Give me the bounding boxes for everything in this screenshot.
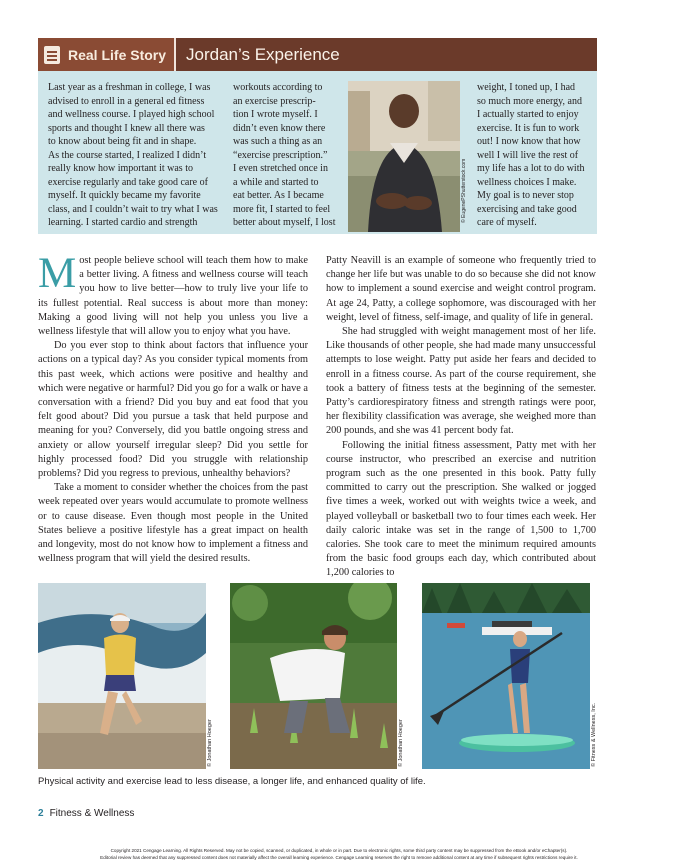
- notebook-icon: [44, 46, 60, 64]
- photo-credit: © EugenePShutterstock.com: [461, 158, 467, 223]
- story-title: Jordan’s Experience: [186, 44, 340, 64]
- copyright-line: Copyright 2021 Cengage Learning. All Rights Reserved. May not be copied, scanned, or duplicated, in whole or in part. Due to electronic rights, some third party content may be suppressed from the eBook and/or eChapter(s).: [110, 848, 568, 853]
- figure-caption: Physical activity and exercise lead to less disease, a longer life, and enhanced quality of life.: [38, 776, 426, 787]
- drop-cap: M: [38, 250, 77, 297]
- paragraph: [38, 250, 308, 339]
- story-tag: [38, 38, 176, 71]
- story-body: [38, 71, 597, 234]
- main-right-column: [326, 254, 596, 581]
- book-title: Fitness & Wellness: [49, 808, 135, 819]
- photo-credit: © Fitness & Wellness, Inc.: [591, 702, 597, 767]
- page-folio: [38, 808, 134, 819]
- page-number: 2: [38, 808, 44, 819]
- story-label: Real Life Story: [68, 46, 167, 63]
- story-column-1: Last year as a freshman in college, I was advised to enroll in a general ed fitness and wellness course. I played high school sports and thought I knew all there was to know about being fit and in shape. As the course started, I realized I didn’t really know how important it was to exercise regularly and take good care of myself. It quickly became my favorite class, and I couldn’t wait to try what I was learning. I started cardio and strength: [48, 82, 218, 228]
- paragraph: She had struggled with weight management most of her life. Like thousands of other people, she had made many unsuccessful attempts to lose weight. Patty put aside her fears and decided to enroll in a fitness course. As part of the course requirement, she took a battery of fitness tests at the beginning of the semester. Patty’s cardiorespiratory fitness and strength ratings were poor, her flexibility classification was average, she weighed more than 200 pounds, and she was 41 percent body fat.: [326, 326, 596, 437]
- runner-photo: [38, 583, 206, 769]
- main-left-column: [38, 250, 308, 566]
- photo-credit: © Jonathan Hoeger: [398, 719, 404, 767]
- paddleboard-photo: [422, 583, 590, 769]
- paragraph: Patty Neavill is an example of someone who frequently tried to change her life but was unable to do so because she did not know how to implement a sound exercise and weight control program. At age 24, Patty, a college sophomore, was discouraged with her weight, level of fitness, self-image, and quality of life in general.: [326, 255, 596, 323]
- paragraph: Take a moment to consider whether the choices from the past week repeated over years would accumulate to promote wellness or to cause disease. Even though most people in the United States believe a positive lifestyle has a great impact on health and longevity, most do not know how to implement a fitness and wellness program that will yield the desired results.: [38, 482, 308, 565]
- paragraph: Do you ever stop to think about factors that influence your actions on a typical day? As you consider typical moments from this past week, which actions were positive and healthy and which were negative or harmful? Did you go for a walk or have a conversation with a friend? Did you buy and eat food that you felt good about? Did you pursue a task that held purpose and meaning for you? Conversely, did you battle ongoing stress and anxiety or allow yourself irregular sleep? Did you settle for highly processed food? Did you struggle with relationship problems? Did you regress to previous, unhealthy behaviors?: [38, 340, 308, 480]
- copyright-line: Editorial review has deemed that any suppressed content does not materially affect the overall learning experience. Cengage Learning reserves the right to remove additional content at any time if subsequent rights restrictions require it.: [100, 855, 578, 860]
- story-column-3: weight, I toned up, I had so much more energy, and I actually started to enjoy exercise. It is fun to work out! I now know that how well I will live the rest of my life has a lot to do with wellness choices I make. My goal is to never stop exercising and take good care of myself.: [477, 82, 585, 228]
- story-column-2: workouts according to an exercise prescrip- tion I wrote myself. I didn’t even know there was such a thing as an “exercise prescription.” I even stretched once in a while and started to eat better. As I became more fit, I started to feel better about myself, I lost: [233, 82, 336, 228]
- story-header: [38, 38, 597, 71]
- gardening-photo: [230, 583, 397, 769]
- jordan-photo: [348, 81, 460, 232]
- photo-credit: © Jonathan Hoeger: [207, 719, 213, 767]
- paragraph: Following the initial fitness assessment, Patty met with her course instructor, who prescribed an exercise and nutrition program such as the one presented in this book. Patty fully committed to carry out the prescription. She walked or jogged five times a week, worked out with weights twice a week, and played volleyball or basketball two to four times each week. Her daily caloric intake was set in the range of 1,500 to 1,700 calories. She took care to meet the minimum required amounts from the basic food groups each day, which contributed about 1,200 calories to: [326, 439, 596, 579]
- paragraph-text: ost people believe school will teach them how to make a better living. A fitness and wellness course will teach you how to live better—how to truly live your life to its fullest potential. Real success is about more than money: Making a good living will not help you unless you live a wellness lifestyle that will allow you to enjoy what you have.: [38, 255, 308, 338]
